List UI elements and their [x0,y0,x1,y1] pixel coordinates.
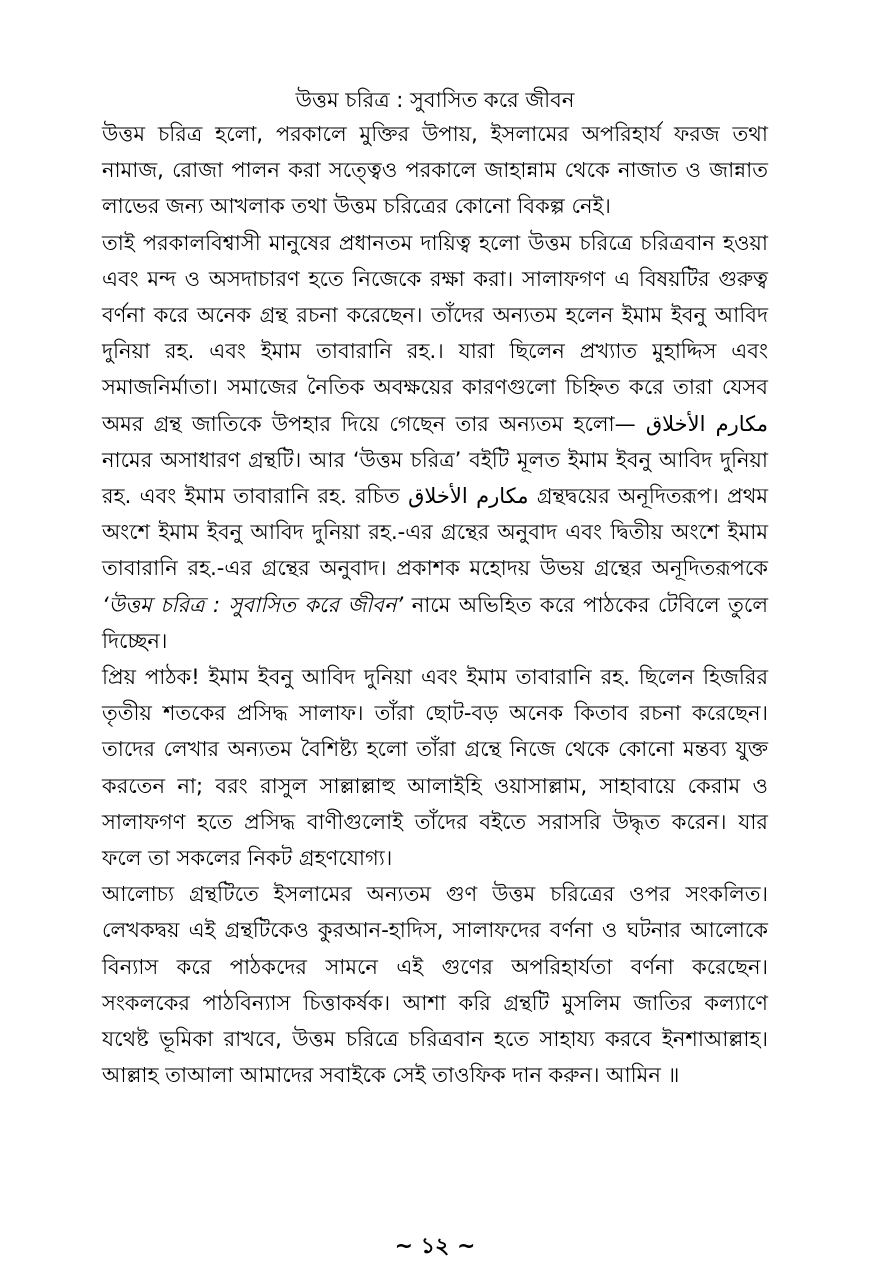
running-header: উত্তম চরিত্র : সুবাসিত করে জীবন [295,88,575,112]
body-text [102,116,768,1093]
book-title-italic: ‘উত্তম চরিত্র : সুবাসিত করে জীবন’ [102,592,404,617]
paragraph-authors: প্রিয় পাঠক! ইমাম ইবনু আবিদ দুনিয়া এবং ইমাম তাবারানি রহ. ছিলেন হিজরির তৃতীয় শতকের প্রসিদ্ধ সালাফ। তাঁরা ছোট-বড় অনেক কিতাব রচনা করেছেন। তাদের লেখার অন্যতম বৈশিষ্ট্য হলো তাঁরা গ্রন্থে নিজে থেকে কোনো মন্তব্য যুক্ত করতেন না; বরং রাসুল সাল্লাল্লাহু আলাইহি ওয়াসাল্লাম, সাহাবায়ে কেরাম ও সালাফগণ হতে প্রসিদ্ধ বাণীগুলোই তাঁদের বইতে সরাসরি উদ্ধৃত করেন। যার ফলে তা সকলের নিকট গ্রহণযোগ্য। [102,665,768,871]
paragraph-book-background [102,225,768,659]
arabic-book-title: مكارم الأخلاق [408,484,529,509]
arabic-book-title: مكارم الأخلاق [645,411,768,436]
paragraph-intro: উত্তম চরিত্র হলো, পরকালে মুক্তির উপায়, ইসলামের অপরিহার্য ফরজ তথা নামাজ, রোজা পালন করা সত্ত্বেও পরকালে জাহান্নাম থেকে নাজাত ও জান্নাত লাভের জন্য আখলাক তথা উত্তম চরিত্রের কোনো বিকল্প নেই। [102,122,768,219]
text-segment: গ্রন্থদ্বয়ের অনূদিতরূপ। প্রথম অংশে ইমাম ইবনু আবিদ দুনিয়া রহ.-এর গ্রন্থের অনুবাদ এবং দ্বিতীয় অংশে ইমাম তাবারানি রহ.-এর গ্রন্থের অনুবাদ। প্রকাশক মহোদয় উভয় গ্রন্থের অনূদিতরূপকে [102,484,768,581]
page-number: ~ ১২ ~ [394,1234,476,1259]
text-segment: নামে অভিহিত করে পাঠকের টেবিলে তুলে দিচ্ছেন। [102,592,768,653]
text-segment: নামের অসাধারণ গ্রন্থটি। আর ‘উত্তম চরিত্র’ বইটি মূলত ইমাম ইবনু আবিদ দুনিয়া রহ. এবং ইমাম তাবারানি রহ. রচিত [102,447,768,509]
text-segment: তাই পরকালবিশ্বাসী মানুষের প্রধানতম দায়িত্ব হলো উত্তম চরিত্রে চরিত্রবান হওয়া এবং মন্দ ও অসদাচারণ হতে নিজেকে রক্ষা করা। সালাফগণ এ বিষয়টির গুরুত্ব বর্ণনা করে অনেক গ্রন্থ রচনা করেছেন। তাঁদের অন্যতম হলেন ইমাম ইবনু আবিদ দুনিয়া রহ. এবং ইমাম তাবারানি রহ.। যারা ছিলেন প্রখ্যাত মুহাদ্দিস এবং সমাজনির্মাতা। সমাজের নৈতিক অবক্ষয়ের কারণগুলো চিহ্নিত করে তারা যেসব অমর গ্রন্থ জাতিকে উপহার দিয়ে গেছেন তার অন্যতম হলো— [102,230,768,436]
paragraph-closing: আলোচ্য গ্রন্থটিতে ইসলামের অন্যতম গুণ উত্তম চরিত্রের ওপর সংকলিত। লেখকদ্বয় এই গ্রন্থটিকেও কুরআন-হাদিস, সালাফদের বর্ণনা ও ঘটনার আলোকে বিন্যাস করে পাঠকদের সামনে এই গুণের অপরিহার্যতা বর্ণনা করেছেন। সংকলকের পাঠবিন্যাস চিত্তাকর্ষক। আশা করি গ্রন্থটি মুসলিম জাতির কল্যাণে যথেষ্ট ভূমিকা রাখবে, উত্তম চরিত্রে চরিত্রবান হতে সাহায্য করবে ইনশাআল্লাহ। আল্লাহ তাআলা আমাদের সবাইকে সেই তাওফিক দান করুন। আমিন ॥ [102,882,768,1088]
